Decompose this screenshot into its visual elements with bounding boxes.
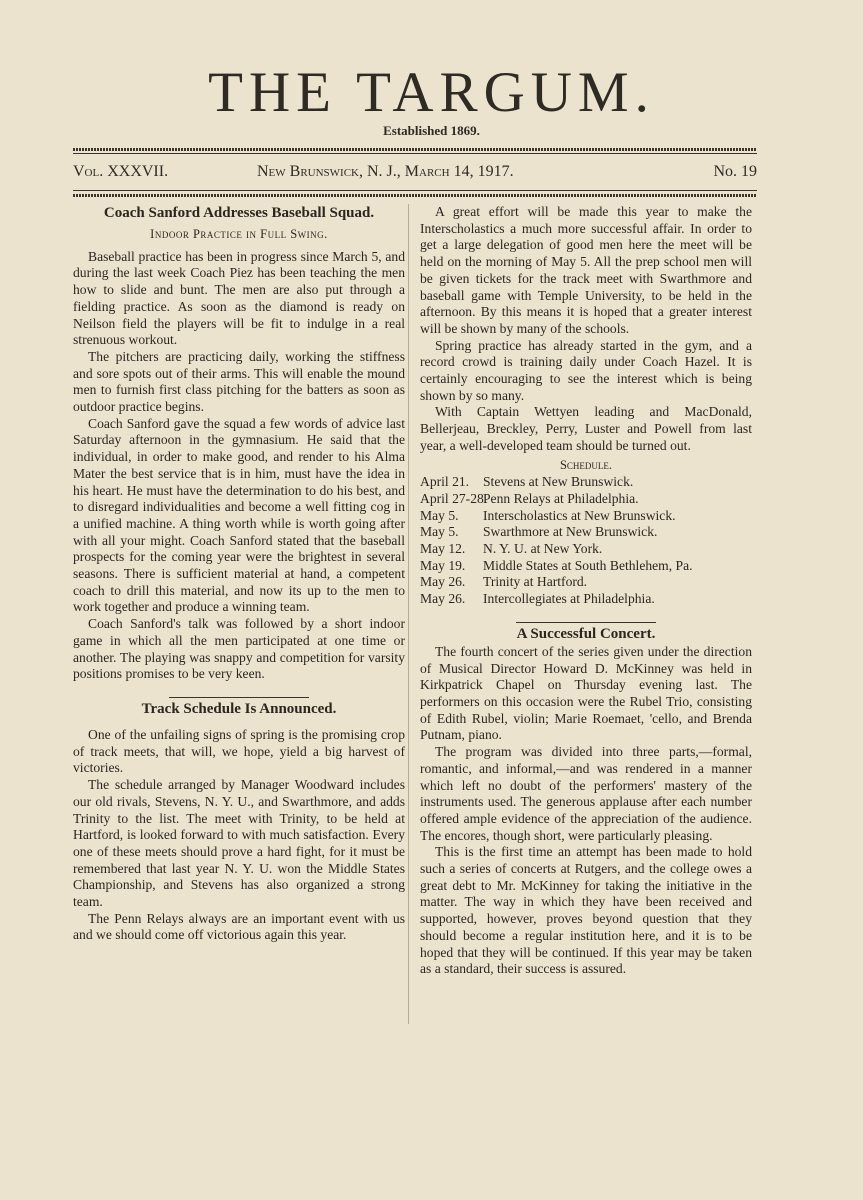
- bottom-dotted-rule: [73, 194, 757, 197]
- article-paragraph: With Captain Wettyen leading and MacDonald, Bellerjeau, Breckley, Perry, Luster and Powell from last year, a well-developed team should be turned out.: [420, 404, 752, 453]
- schedule-row: [420, 524, 752, 541]
- volume-label: Vol. XXXVII.: [73, 163, 169, 180]
- established-line: Established 1869.: [383, 123, 480, 138]
- schedule-row: [420, 591, 752, 608]
- top-thin-rule: [73, 153, 757, 154]
- schedule-row: [420, 474, 752, 491]
- article-headline-baseball: Coach Sanford Addresses Baseball Squad.: [103, 205, 375, 221]
- article-paragraph: One of the unfailing signs of spring is the promising crop of track meets, that will, we hope, yield a big harvest of victories.: [73, 726, 405, 776]
- article-paragraph: This is the first time an attempt has been made to hold such a series of concerts at Rutgers, and the college owes a great debt to Mr. McKinney for taking the initiative in the matter. The way in which they have been received and supported, however, proves beyond question that they should become a regular institution here, and it is to be hoped that they will be continued. If this year may be taken as a standard, their success is assured.: [420, 844, 752, 977]
- schedule-date: May 26.: [420, 591, 466, 607]
- issue-number-label: No. 19: [713, 163, 757, 180]
- article-paragraph: Coach Sanford gave the squad a few words of advice last Saturday afternoon in the gymnasium. He said that the individual, in order to make good, and render to his Alma Mater the best service that is in him, must have the idea in his heart. He must have the determination to do his best, and to disregard individualities and become a well fitting cog in a unified machine. A thing worth while is worth going after with all your might. Coach Sanford stated that the baseball prospects for the coming year were the brightest in several seasons. There is sufficient material at hand, a competent coach to drill this material, and now its up to the men to work together and produce a winning team.: [73, 415, 405, 615]
- article-paragraph: The program was divided into three parts,—formal, romantic, and informal,—and was rendered in a manner which left no doubt of the performers' mastery of the instruments used. The generous applause after each number offered ample evidence of the appreciation of the audience. The encores, though short, were particularly pleasing.: [420, 744, 752, 843]
- schedule-date: May 5.: [420, 507, 459, 523]
- top-dotted-rule: [73, 148, 757, 151]
- schedule-row: [420, 491, 752, 508]
- schedule-event: Penn Relays at Philadelphia.: [483, 490, 639, 506]
- schedule-event: Stevens at New Brunswick.: [483, 474, 634, 490]
- article-subhead-baseball: Indoor Practice in Full Swing.: [150, 227, 328, 241]
- dateline: [73, 163, 757, 185]
- article-paragraph: A great effort will be made this year to make the Interscholastics a much more successful affair. In order to get a large delegation of good men here the meet will be held on the morning of May 5. All the prep school men will be given tickets for the track meet with Swarthmore and baseball game with Temple University, to be held in the afternoon. By this means it is hoped that a greater interest will be shown by many of the schools.: [420, 204, 752, 336]
- article-headline-track: Track Schedule Is Announced.: [141, 700, 337, 717]
- article-paragraph: Spring practice has already started in the gym, and a record crowd is training daily under Coach Hazel. It is certainly encouraging to see the interest which is being shown by so many.: [420, 337, 752, 403]
- article-paragraph: Coach Sanford's talk was followed by a short indoor game in which all the men participated at one time or another. The playing was snappy and competition for varsity positions promises to be very keen.: [73, 616, 405, 682]
- track-schedule-list: [420, 474, 752, 608]
- article-headline-concert: A Successful Concert.: [516, 625, 656, 642]
- schedule-event: Intercollegiates at Philadelphia.: [483, 591, 655, 607]
- bottom-thin-rule: [73, 190, 757, 191]
- schedule-row: [420, 558, 752, 575]
- article-separator: [169, 697, 309, 698]
- schedule-date: May 26.: [420, 574, 466, 590]
- article-paragraph: The fourth concert of the series given under the direction of Musical Director Howard D. McKinney was held in Kirkpatrick Chapel on Thursday evening last. The performers on this occasion were the Rubel Trio, consisting of Edith Rubel, violin; Marie Roemaet, 'cello, and Brenda Putnam, piano.: [420, 643, 752, 743]
- right-column: [420, 204, 752, 978]
- masthead-title: THE TARGUM.: [208, 61, 655, 124]
- article-paragraph: The Penn Relays always are an important event with us and we should come off victorious again this year.: [73, 910, 405, 943]
- schedule-date: April 27-28.: [420, 490, 488, 506]
- schedule-event: Interscholastics at New Brunswick.: [483, 507, 676, 523]
- schedule-heading: Schedule.: [559, 457, 613, 472]
- article-paragraph: The schedule arranged by Manager Woodward includes our old rivals, Stevens, N. Y. U., and Swarthmore, and adds Trinity to the list. The meet with Trinity, to be held at Hartford, is looked forward to with much satisfaction. Every one of these meets should prove a hard fight, for it must be remembered that last year N. Y. U. won the Middle States Championship, and Stevens has also organized a strong team.: [73, 777, 405, 910]
- column-divider: [408, 204, 409, 1024]
- article-paragraph: Baseball practice has been in progress since March 5, and during the last week Coach Piez has been teaching the men how to slide and bunt. The men are also put through a fielding practice. As soon as the diamond is ready on Neilson field the players will be fit to indulge in a real strenuous workout.: [73, 248, 405, 348]
- schedule-date: May 5.: [420, 524, 459, 540]
- article-paragraph: The pitchers are practicing daily, working the stiffness and sore spots out of their arms. This will enable the mound men to furnish first class pitching for the batters as soon as outdoor practice begins.: [73, 348, 405, 415]
- schedule-row: [420, 574, 752, 591]
- schedule-event: Trinity at Hartford.: [483, 574, 588, 590]
- left-column: [73, 204, 405, 944]
- schedule-event: N. Y. U. at New York.: [483, 541, 603, 557]
- schedule-event: Middle States at South Bethlehem, Pa.: [483, 557, 693, 573]
- schedule-row: [420, 541, 752, 558]
- schedule-date: April 21.: [420, 474, 470, 490]
- schedule-row: [420, 508, 752, 525]
- schedule-date: May 19.: [420, 557, 466, 573]
- place-date-label: New Brunswick, N. J., March 14, 1917.: [257, 163, 514, 180]
- schedule-date: May 12.: [420, 541, 466, 557]
- schedule-event: Swarthmore at New Brunswick.: [483, 524, 658, 540]
- article-separator: [516, 622, 656, 623]
